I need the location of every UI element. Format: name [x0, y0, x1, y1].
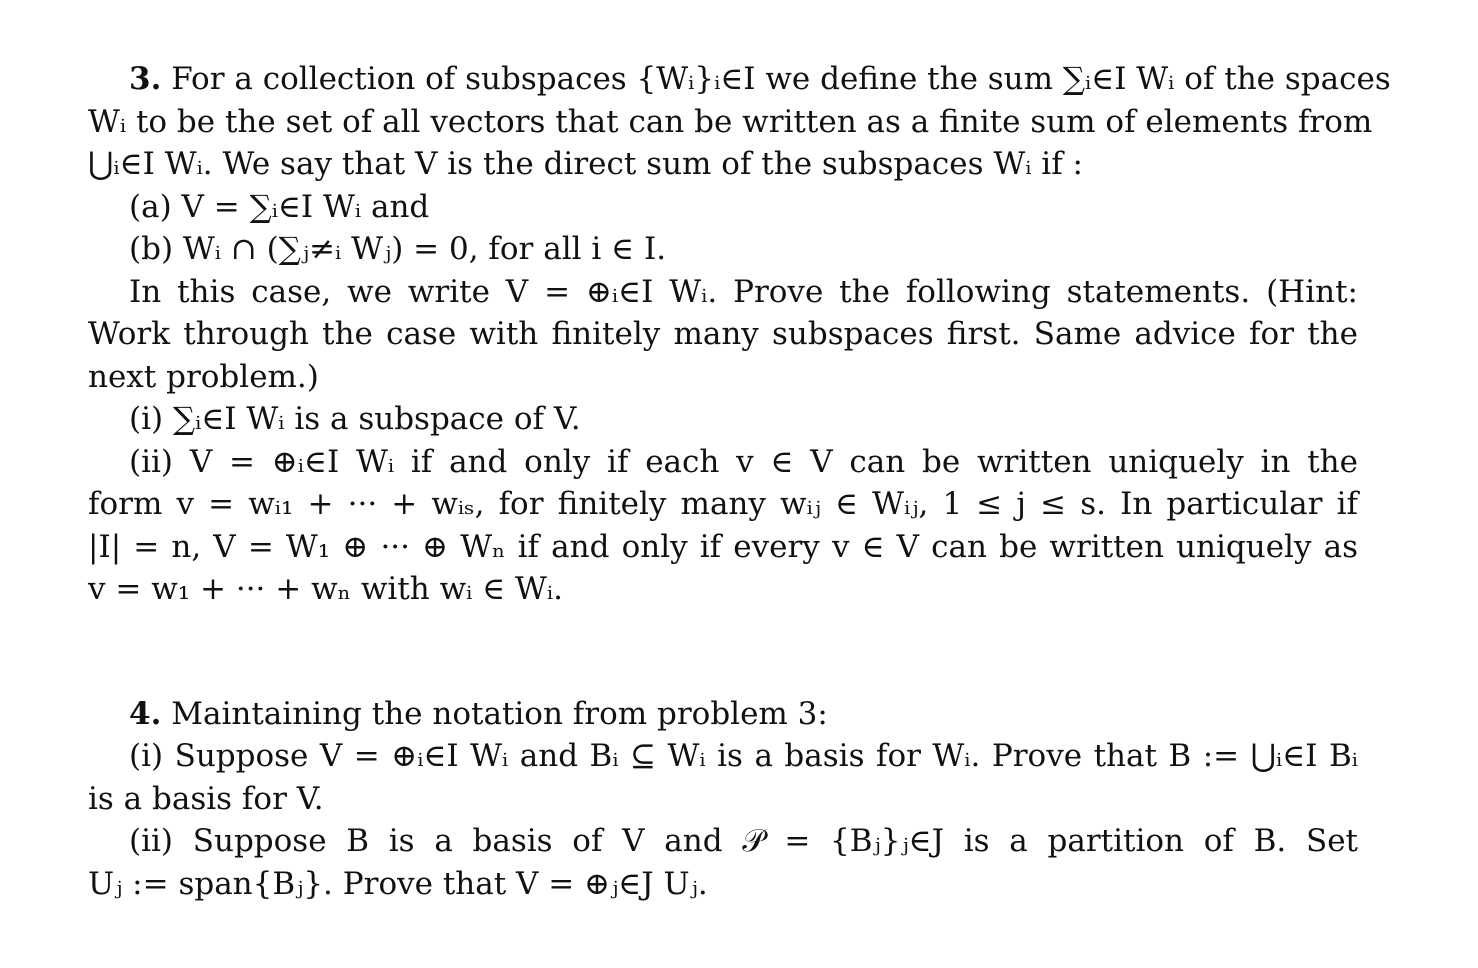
part-i-statement: (i) ∑ᵢ∈I Wᵢ is a subspace of V.: [129, 401, 581, 437]
problem-3-line-2: Wᵢ to be the set of all vectors that can be written as a finite sum of elements from: [88, 103, 1373, 140]
problem-3-line-7: Work through the case with finitely many subspaces first. Same advice for the: [88, 316, 1358, 352]
problem-3: [88, 58, 1391, 611]
part-ii-statement: (ii) V = ⊕ᵢ∈I Wᵢ if and only if each v ∈ V can be written uniquely in the: [129, 443, 1358, 480]
problem-3-line-13: v = w₁ + ··· + wₙ with wᵢ ∈ Wᵢ.: [88, 571, 563, 607]
problem-3-line-11: form v = wᵢ₁ + ··· + wᵢₛ, for finitely many wᵢⱼ ∈ Wᵢⱼ, 1 ≤ j ≤ s. In particular if: [88, 486, 1358, 522]
section-gap: [88, 611, 1358, 693]
problem-4: [88, 693, 1358, 906]
condition-a: (a) V = ∑ᵢ∈I Wᵢ and: [129, 188, 430, 225]
problem-3-line-3: ⋃ᵢ∈I Wᵢ. We say that V is the direct sum of the subspaces Wᵢ if :: [88, 146, 1083, 182]
problem-4-text-1: Maintaining the notation from problem 3:: [171, 695, 828, 732]
problem-3-line-12: |I| = n, V = W₁ ⊕ ··· ⊕ Wₙ if and only if every v ∈ V can be written uniquely as: [88, 528, 1358, 565]
document-page: [88, 58, 1391, 905]
problem-number: 4.: [129, 695, 162, 732]
problem-4-part-i: (i) Suppose V = ⊕ᵢ∈I Wᵢ and Bᵢ ⊆ Wᵢ is a basis for Wᵢ. Prove that B := ⋃ᵢ∈I Bᵢ: [129, 738, 1358, 774]
problem-number: 3.: [129, 61, 162, 97]
problem-3-line-1: [88, 58, 1391, 101]
condition-b: (b) Wᵢ ∩ (∑ⱼ≠ᵢ Wⱼ) = 0, for all i ∈ I.: [129, 231, 667, 267]
problem-4-line-1: [88, 693, 1358, 736]
problem-4-line-5: Uⱼ := span{Bⱼ}. Prove that V = ⊕ⱼ∈J Uⱼ.: [88, 865, 708, 902]
problem-3-line-8: next problem.): [88, 358, 319, 395]
problem-4-part-ii: (ii) Suppose B is a basis of V and 𝒫 = {Bⱼ}ⱼ∈J is a partition of B. Set: [129, 823, 1358, 859]
problem-3-text-1: For a collection of subspaces {Wᵢ}ᵢ∈I we define the sum ∑ᵢ∈I Wᵢ of the spaces: [171, 61, 1391, 97]
problem-4-line-3: is a basis for V.: [88, 780, 324, 817]
problem-3-line-6: In this case, we write V = ⊕ᵢ∈I Wᵢ. Prove the following statements. (Hint:: [129, 273, 1358, 310]
